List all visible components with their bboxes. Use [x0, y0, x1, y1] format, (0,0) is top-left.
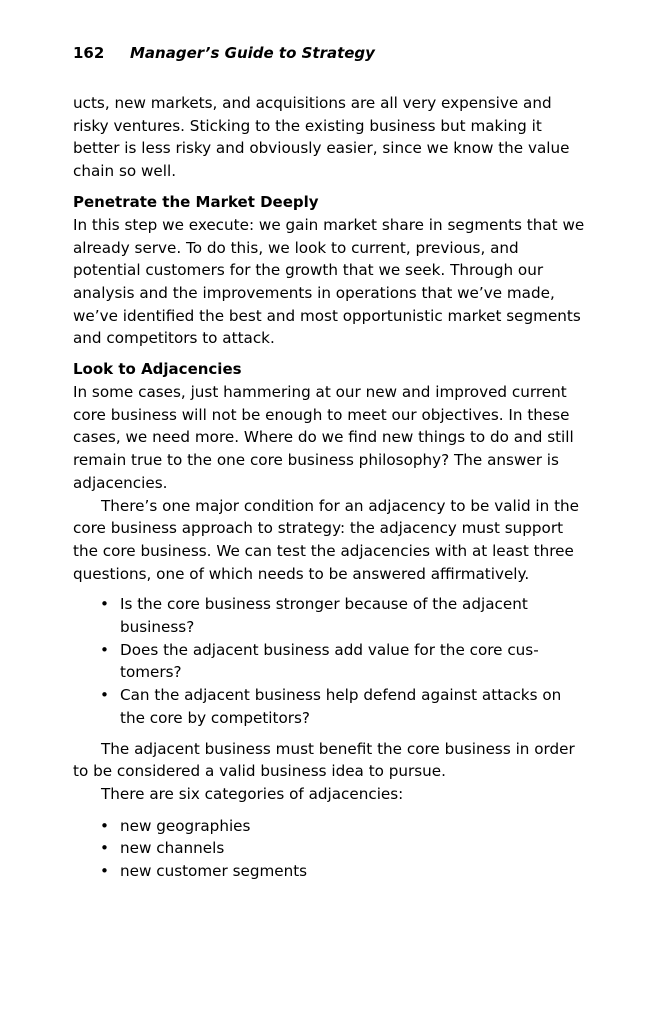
question-list	[73, 593, 588, 729]
list-item-text: Can the adjacent business help defend against attacks on the core by competitors?	[120, 686, 562, 727]
bullet-icon: •	[100, 595, 109, 614]
list-item	[73, 837, 588, 860]
list-item	[73, 684, 588, 729]
list-item-text: new channels	[120, 839, 225, 858]
paragraph-adjacencies-intro: In some cases, just hammering at our new and improved current core business will not be enough to meet our objectives. In these cases, we need more. Where do we find new things to do and still remain true to the one core business philosophy? The answer is adjacencies.	[73, 383, 574, 492]
bullet-icon: •	[100, 862, 109, 881]
paragraph-benefit: The adjacent business must benefit the core business in order to be considered a valid business idea to pursue.	[73, 739, 575, 781]
bullet-icon: •	[100, 640, 109, 659]
list-item-text: Is the core business stronger because of the adjacent business?	[120, 595, 528, 637]
section-heading-penetrate: Penetrate the Market Deeply	[73, 192, 319, 211]
list-item-text: new customer segments	[120, 862, 308, 881]
paragraph-categories-intro: There are six categories of adjacencies:	[101, 784, 404, 803]
section-heading-adjacencies: Look to Adjacencies	[73, 360, 242, 379]
book-page	[73, 42, 588, 891]
list-item	[73, 860, 588, 883]
bullet-icon: •	[100, 839, 109, 858]
paragraph-intro: ucts, new markets, and acquisitions are all very expensive and risky ventures. Sticking to the existing business but making it better is less risky and obviously easier, since we know the value chain so well.	[73, 94, 570, 181]
list-item	[73, 815, 588, 838]
list-item	[73, 639, 588, 684]
category-list	[73, 815, 588, 883]
book-title: Manager’s Guide to Strategy	[130, 44, 375, 62]
running-head	[73, 42, 588, 64]
paragraph-penetrate: In this step we execute: we gain market share in segments that we already serve. To do this, we look to current, previous, and potential customers for the growth that we seek. Through our analysis and the improvements in operations that we’ve made, we’ve identified the best and most opportunistic market segments and competitors to attack.	[73, 215, 585, 348]
paragraph-adjacency-condition: There’s one major condition for an adjacency to be valid in the core business approach to strategy: the adjacency must support the core business. We can test the adjacencies with at least three questions, one of which needs to be answered affirmatively.	[73, 496, 580, 583]
list-item-text: Does the adjacent business add value for the core customers?	[120, 640, 539, 682]
bullet-icon: •	[100, 686, 109, 705]
bullet-icon: •	[100, 816, 109, 835]
page-number: 162	[73, 44, 105, 62]
list-item	[73, 593, 588, 638]
list-item-text: new geographies	[120, 816, 251, 835]
